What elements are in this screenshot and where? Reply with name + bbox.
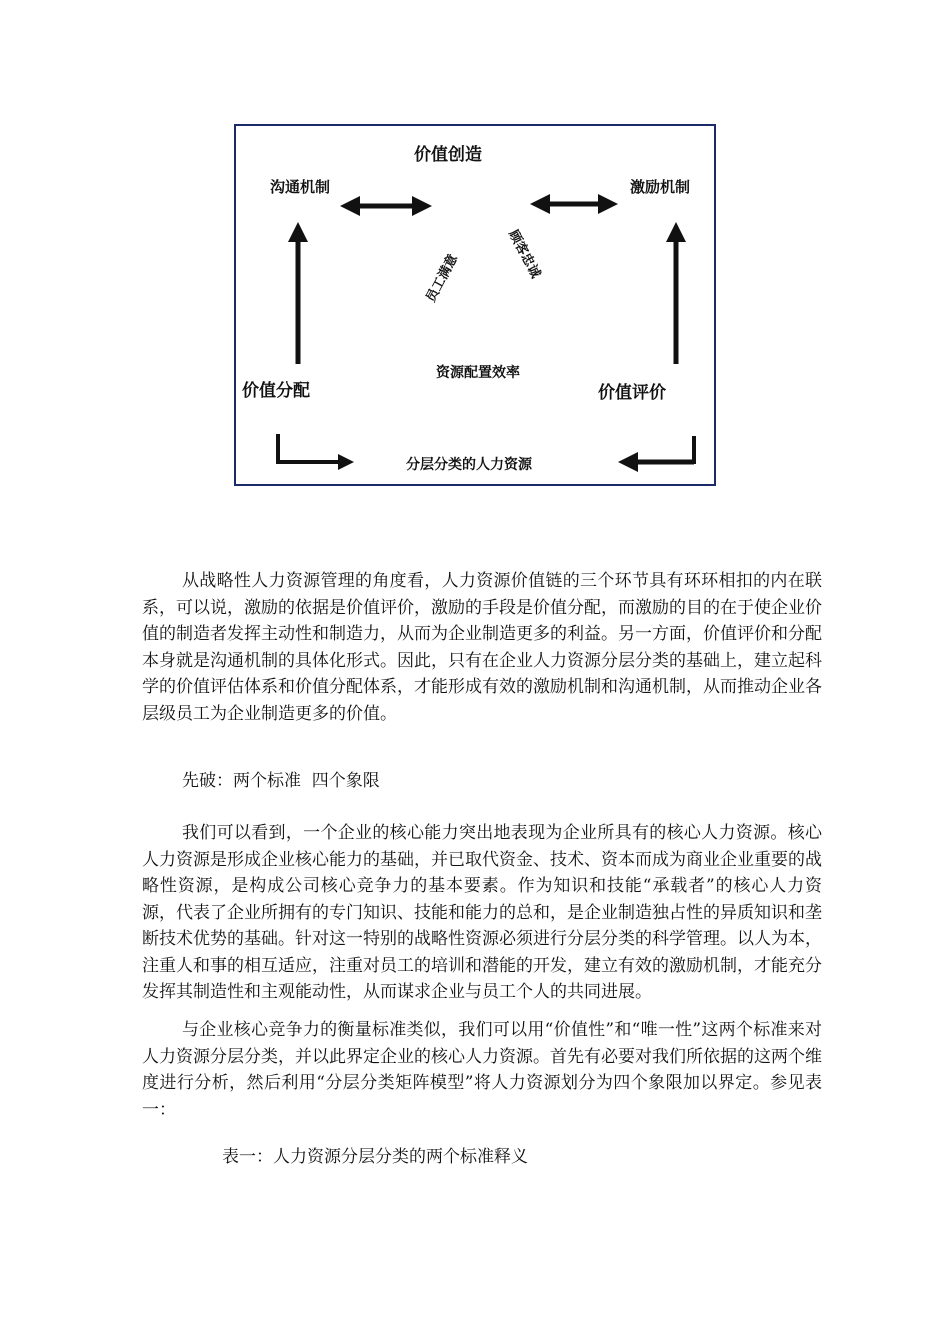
diagram-label-value-creation: 价值创造	[414, 145, 482, 165]
diagram-label-communication: 沟通机制	[270, 178, 331, 196]
paragraph-3: 与企业核心竞争力的衡量标准类似，我们可以用“价值性”和“唯一性”这两个标准来对人力资源分层分类，并以此界定企业的核心人力资源。首先有必要对我们所依据的这两个维度进行分析，然后利用“分层分类矩阵模型”将人力资源划分为四个象限加以界定。参见表一：	[142, 1020, 822, 1120]
diagram-label-distribution: 价值分配	[242, 381, 310, 401]
diagram-label-evaluation: 价值评价	[598, 383, 666, 403]
value-chain-diagram	[234, 124, 716, 486]
paragraph-2: 我们可以看到，一个企业的核心能力突出地表现为企业所具有的核心人力资源。核心人力资源是形成企业核心能力的基础，并已取代资金、技术、资本而成为商业企业重要的战略性资源，是构成公司核心竞争力的基本要素。作为知识和技能“承载者”的核心人力资源，代表了企业所拥有的专门知识、技能和能力的总和，是企业制造独占性的异质知识和垄断技术优势的基础。针对这一特别的战略性资源必须进行分层分类的科学管理。以人为本，注重人和事的相互适应，注重对员工的培训和潜能的开发，建立有效的激励机制，才能充分发挥其制造性和主观能动性，从而谋求企业与员工个人的共同进展。	[142, 823, 822, 1002]
table-caption: 表一：人力资源分层分类的两个标准释义	[222, 1147, 528, 1167]
diagram-label-efficiency: 资源配置效率	[436, 365, 520, 381]
diagram-label-hr: 分层分类的人力资源	[406, 457, 532, 473]
diagram-label-incentive: 激励机制	[630, 178, 691, 196]
arrow-bottom-left	[278, 434, 346, 462]
diagram-label-staff: 员工满意	[423, 251, 462, 305]
diagram-label-customer: 顾客忠诚	[505, 227, 543, 281]
section-heading: 先破：两个标准 四个象限	[182, 771, 380, 791]
paragraph-1: 从战略性人力资源管理的角度看，人力资源价值链的三个环节具有环环相扣的内在联系，可以说，激励的依据是价值评价，激励的手段是价值分配，而激励的目的在于使企业价值的制造者发挥主动性和制造力，从而为企业制造更多的利益。另一方面，价值评价和分配本身就是沟通机制的具体化形式。因此，只有在企业人力资源分层分类的基础上，建立起科学的价值评估体系和价值分配体系，才能形成有效的激励机制和沟通机制，从而推动企业各层级员工为企业制造更多的价值。	[142, 571, 822, 724]
